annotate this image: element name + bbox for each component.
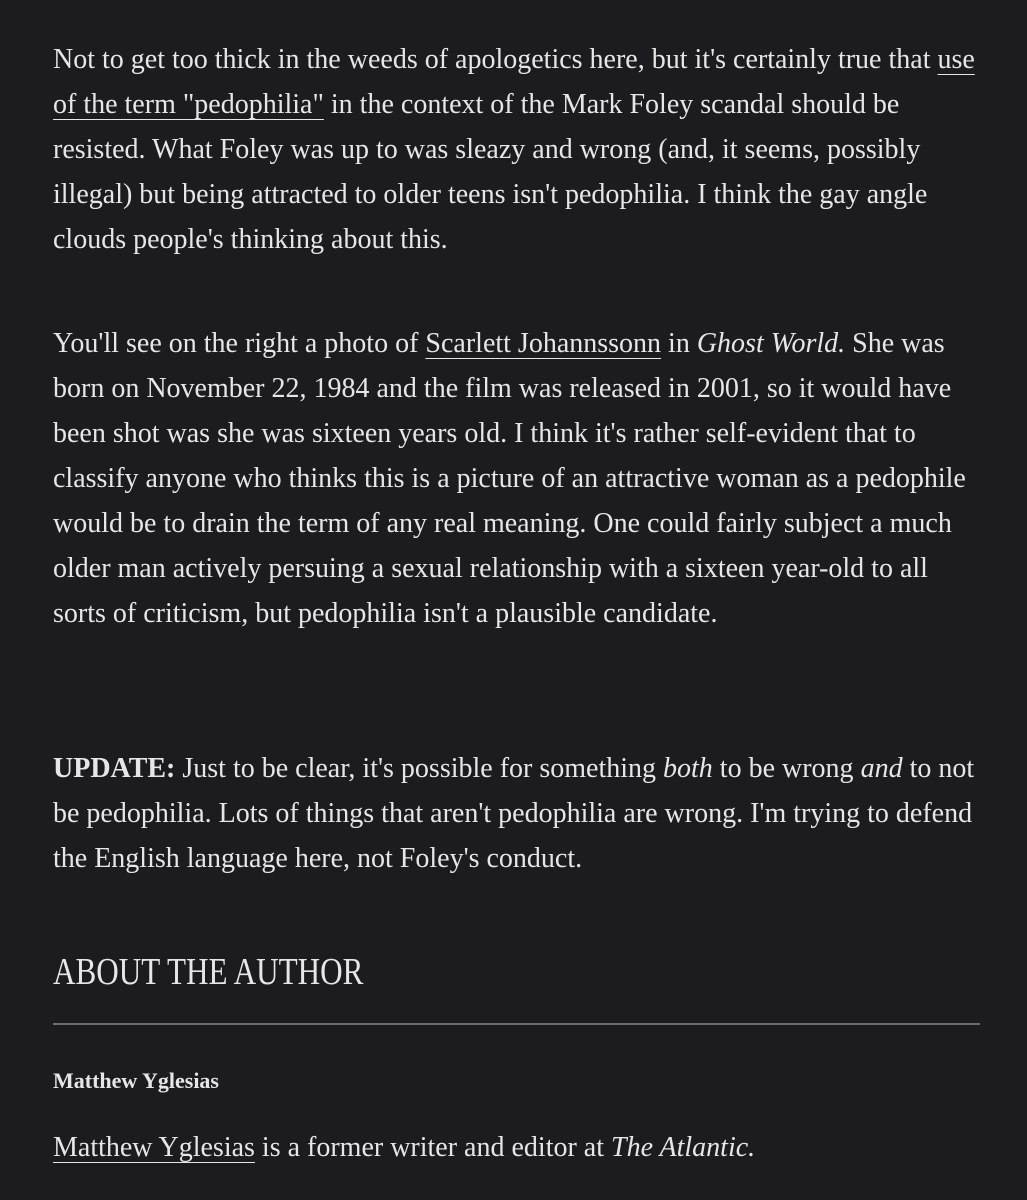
- p2-text-before: You'll see on the right a photo of: [53, 328, 426, 359]
- author-bio: [53, 1125, 755, 1170]
- update-paragraph: [53, 746, 983, 881]
- update-label: UPDATE:: [53, 753, 176, 784]
- p3-emphasis-and: and: [860, 753, 903, 784]
- p3-text-1: Just to be clear, it's possible for something: [175, 753, 664, 784]
- p2-text-after: She was born on November 22, 1984 and the film was released in 2001, so it would have been shot was she was sixteen years old. I think it's rather self-evident that to classify anyone who thinks this is a picture of an attractive woman as a pedophile would be to drain the term of any real meaning. One could fairly subject a much older man actively persuing a sexual relationship with a sixteen year-old to all sorts of criticism, but pedophilia isn't a plausible candidate.: [53, 328, 966, 629]
- author-bio-text: is a former writer and editor at: [254, 1132, 612, 1163]
- author-name: Matthew Yglesias: [53, 1068, 219, 1093]
- p1-text-after: in the context of the Mark Foley scandal should be resisted. What Foley was up to was sleazy and wrong (and, it seems, possibly illegal) but being attracted to older teens isn't pedophilia. I think the gay angle clouds people's thinking about this.: [53, 89, 928, 255]
- paragraph-1: [53, 37, 983, 262]
- film-title: Ghost World.: [696, 328, 846, 359]
- section-divider: [53, 1023, 980, 1025]
- p3-text-3: to not be pedophilia. Lots of things that aren't pedophilia are wrong. I'm trying to defend the English language here, not Foley's conduct.: [53, 753, 975, 874]
- paragraph-2: [53, 321, 983, 636]
- p3-text-2: to be wrong: [712, 753, 861, 784]
- publication-name: The Atlantic.: [611, 1132, 756, 1163]
- about-author-heading: ABOUT THE AUTHOR: [53, 951, 364, 993]
- author-profile-link[interactable]: Matthew Yglesias: [53, 1132, 255, 1163]
- p3-emphasis-both: both: [663, 753, 713, 784]
- scarlett-johansson-link[interactable]: Scarlett Johannssonn: [425, 328, 662, 359]
- pedophilia-term-link[interactable]: use of the term "pedophilia": [53, 44, 975, 120]
- p1-text-before: Not to get too thick in the weeds of apologetics here, but it's certainly true that: [53, 44, 938, 75]
- p2-text-mid: in: [661, 328, 697, 359]
